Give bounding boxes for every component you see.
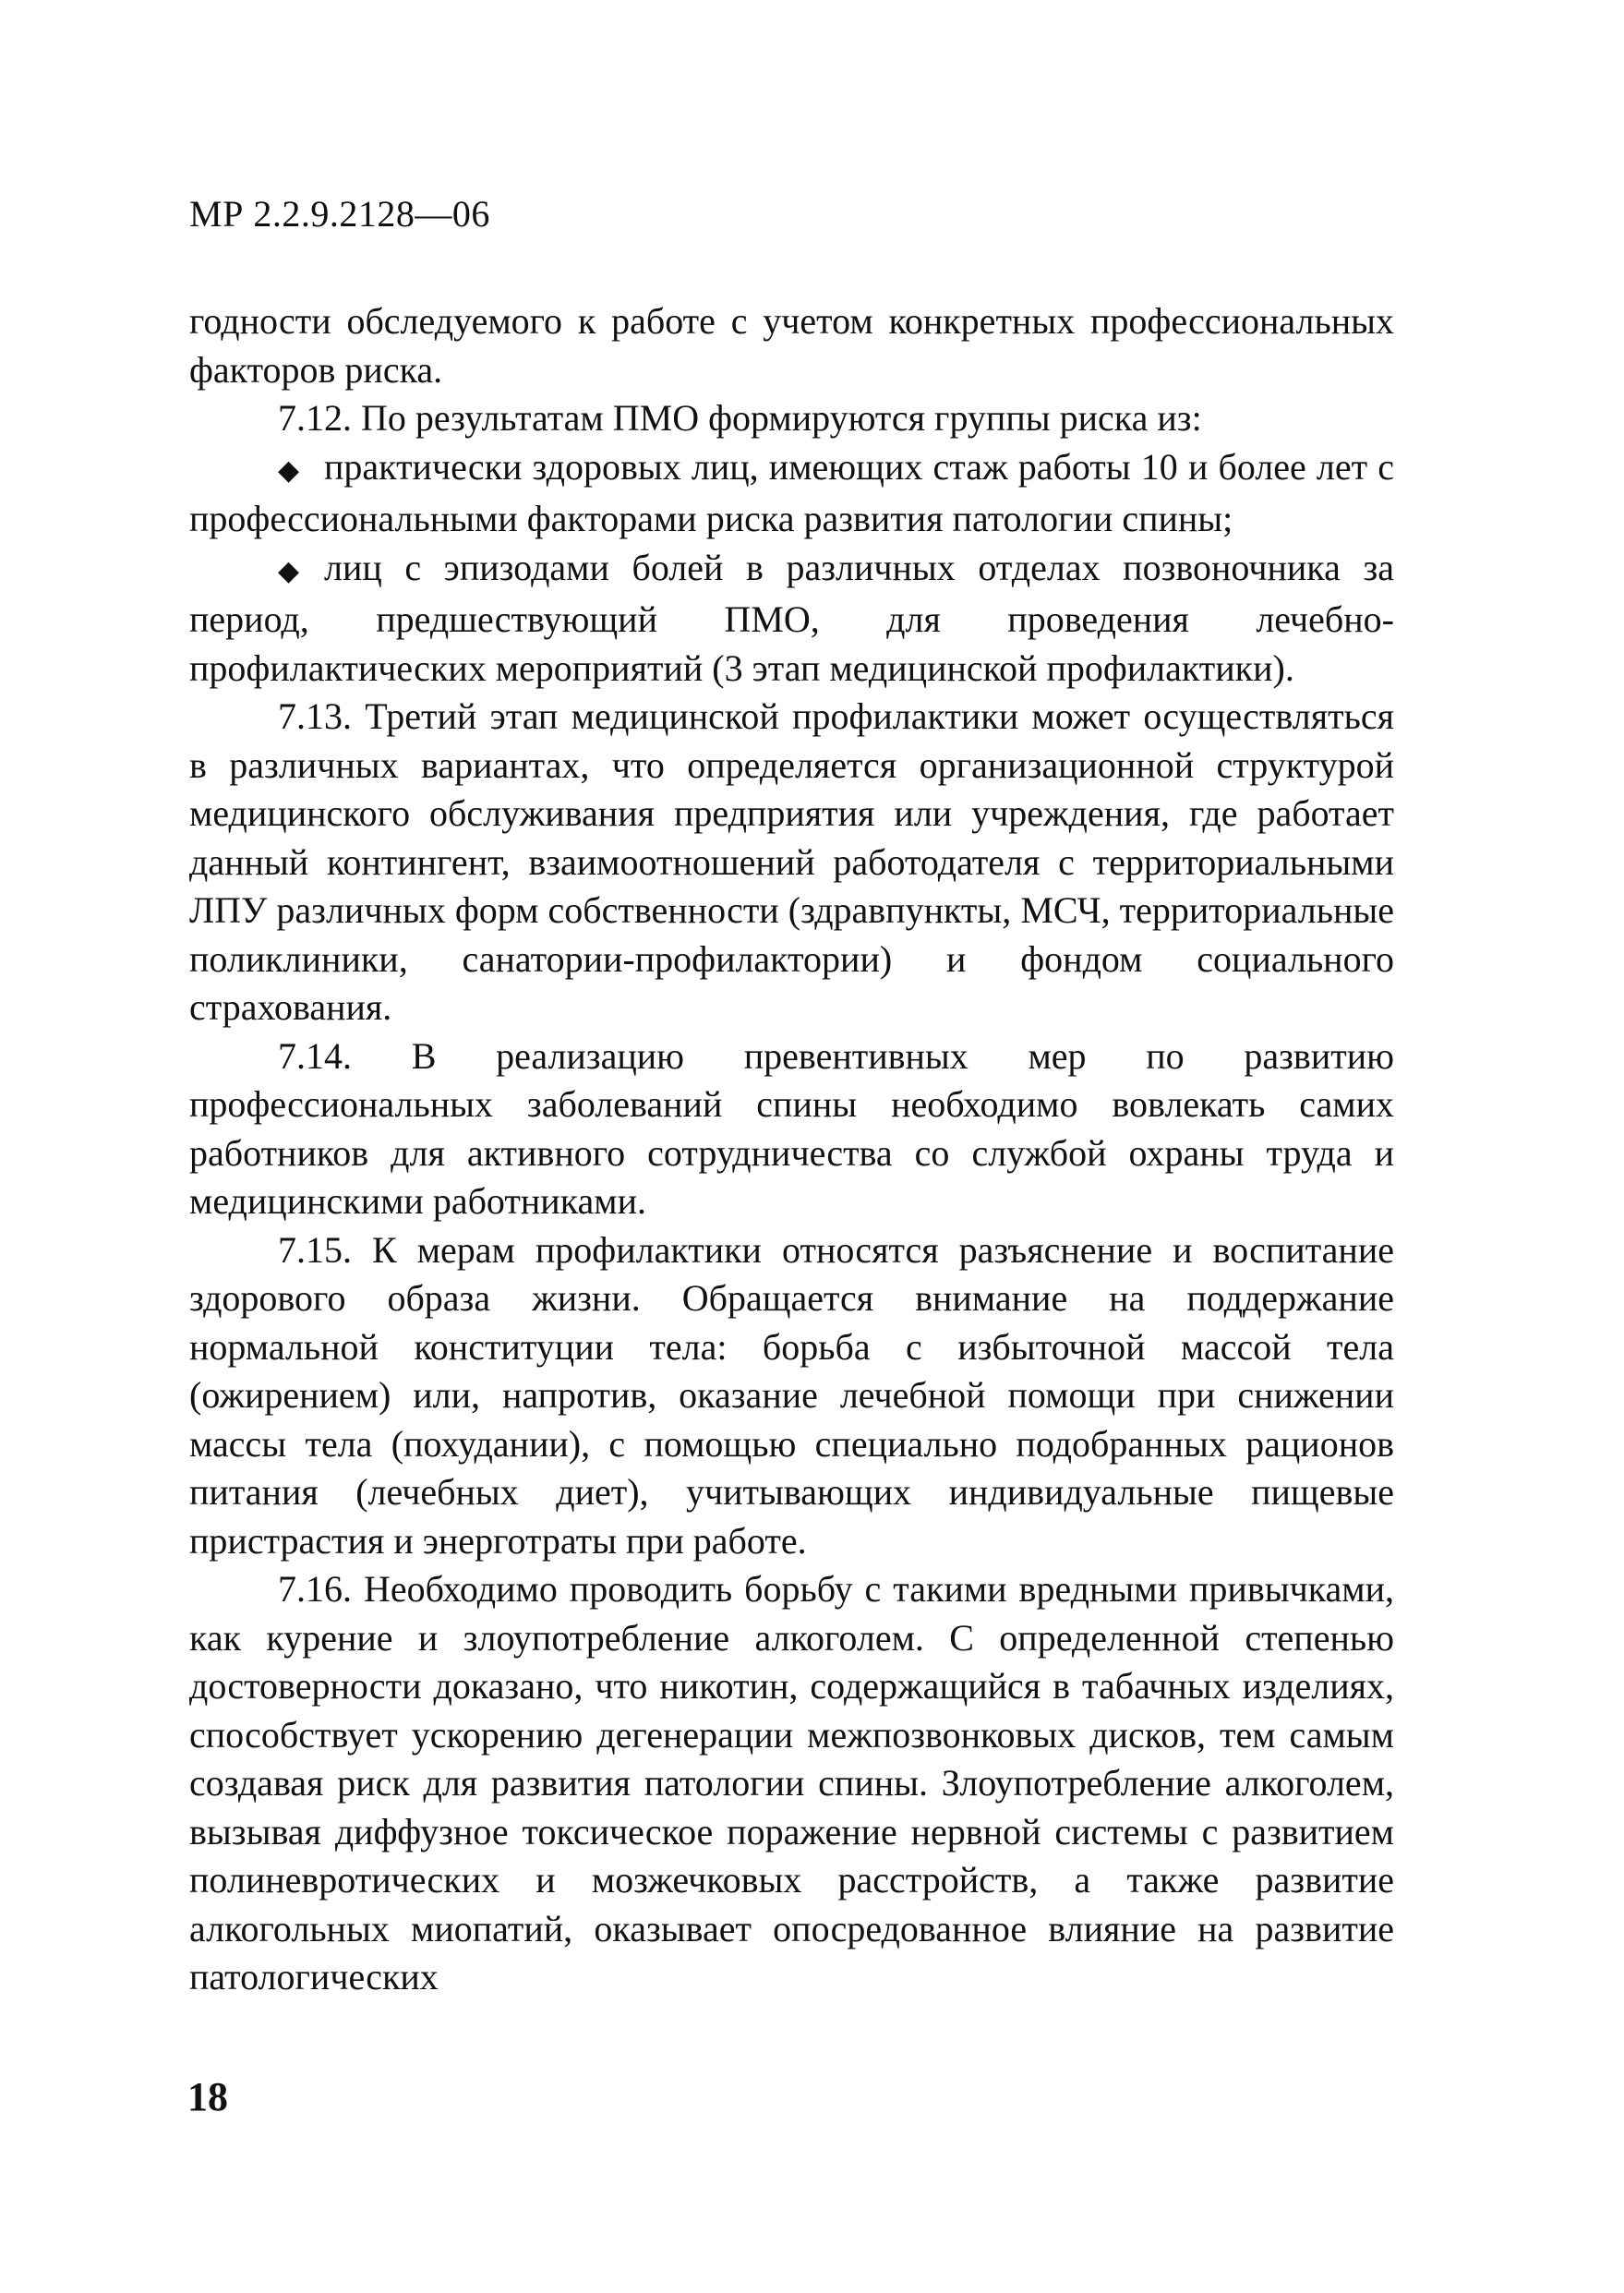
diamond-icon: ◆ — [278, 554, 300, 587]
document-body — [189, 297, 1394, 2002]
paragraph-7-13: 7.13. Третий этап медицинской профилактики может осуществляться в различных вариантах, что определяется организационной структурой медицинского обслуживания предприятия или учреждения, где работает данный контингент, взаимоотношений работодателя с территориальными ЛПУ различных форм собственности (здравпункты, МСЧ, территориальные поликлиники, санатории-профилактории) и фондом социального страхования. — [189, 695, 1394, 1028]
bullet-item — [189, 443, 1394, 544]
bullet-item-text: лиц с эпизодами болей в различных отделах позвоночника за период, предшествующий ПМО, для проведения лечебно-профилактических мероприятий (3 этап медицинской профилактики). — [189, 546, 1394, 689]
bullet-item — [189, 544, 1394, 694]
document-header: МР 2.2.9.2128—06 — [189, 193, 490, 235]
paragraph-7-14: 7.14. В реализацию превентивных мер по развитию профессиональных заболеваний спины необходимо вовлекать самих работников для активного сотрудничества со службой охраны труда и медицинскими работниками. — [189, 1034, 1394, 1222]
paragraph-7-15: 7.15. К мерам профилактики относятся разъяснение и воспитание здорового образа жизни. Обращается внимание на поддержание нормальной конституции тела: борьба с избыточной массой тела (ожирением) или, напротив, оказание лечебной помощи при снижении массы тела (похудании), с помощью специально подобранных рационов питания (лечебных диет), учитывающих индивидуальные пищевые пристрастия и энерготраты при работе. — [189, 1228, 1394, 1562]
bullet-item-text: практически здоровых лиц, имеющих стаж работы 10 и более лет с профессиональными факторами риска развития патологии спины; — [189, 445, 1394, 539]
page-number: 18 — [187, 2074, 228, 2119]
paragraph-7-12: 7.12. По результатам ПМО формируются группы риска из: — [278, 397, 1202, 439]
paragraph-continuation: годности обследуемого к работе с учетом конкретных профессиональных факторов риска. — [189, 300, 1394, 391]
paragraph-7-16: 7.16. Необходимо проводить борьбу с такими вредными привычками, как курение и злоупотребление алкоголем. С определенной степенью достоверности доказано, что никотин, содержащийся в табачных изделиях, способствует ускорению дегенерации межпозвонковых дисков, тем самым создавая риск для развития патологии спины. Злоупотребление алкоголем, вызывая диффузное токсическое поражение нервной системы с развитием полиневротических и мозжечковых расстройств, а также развитие алкогольных миопатий, оказывает опосредованное влияние на развитие патологических — [189, 1568, 1394, 1997]
diamond-icon: ◆ — [278, 453, 300, 487]
